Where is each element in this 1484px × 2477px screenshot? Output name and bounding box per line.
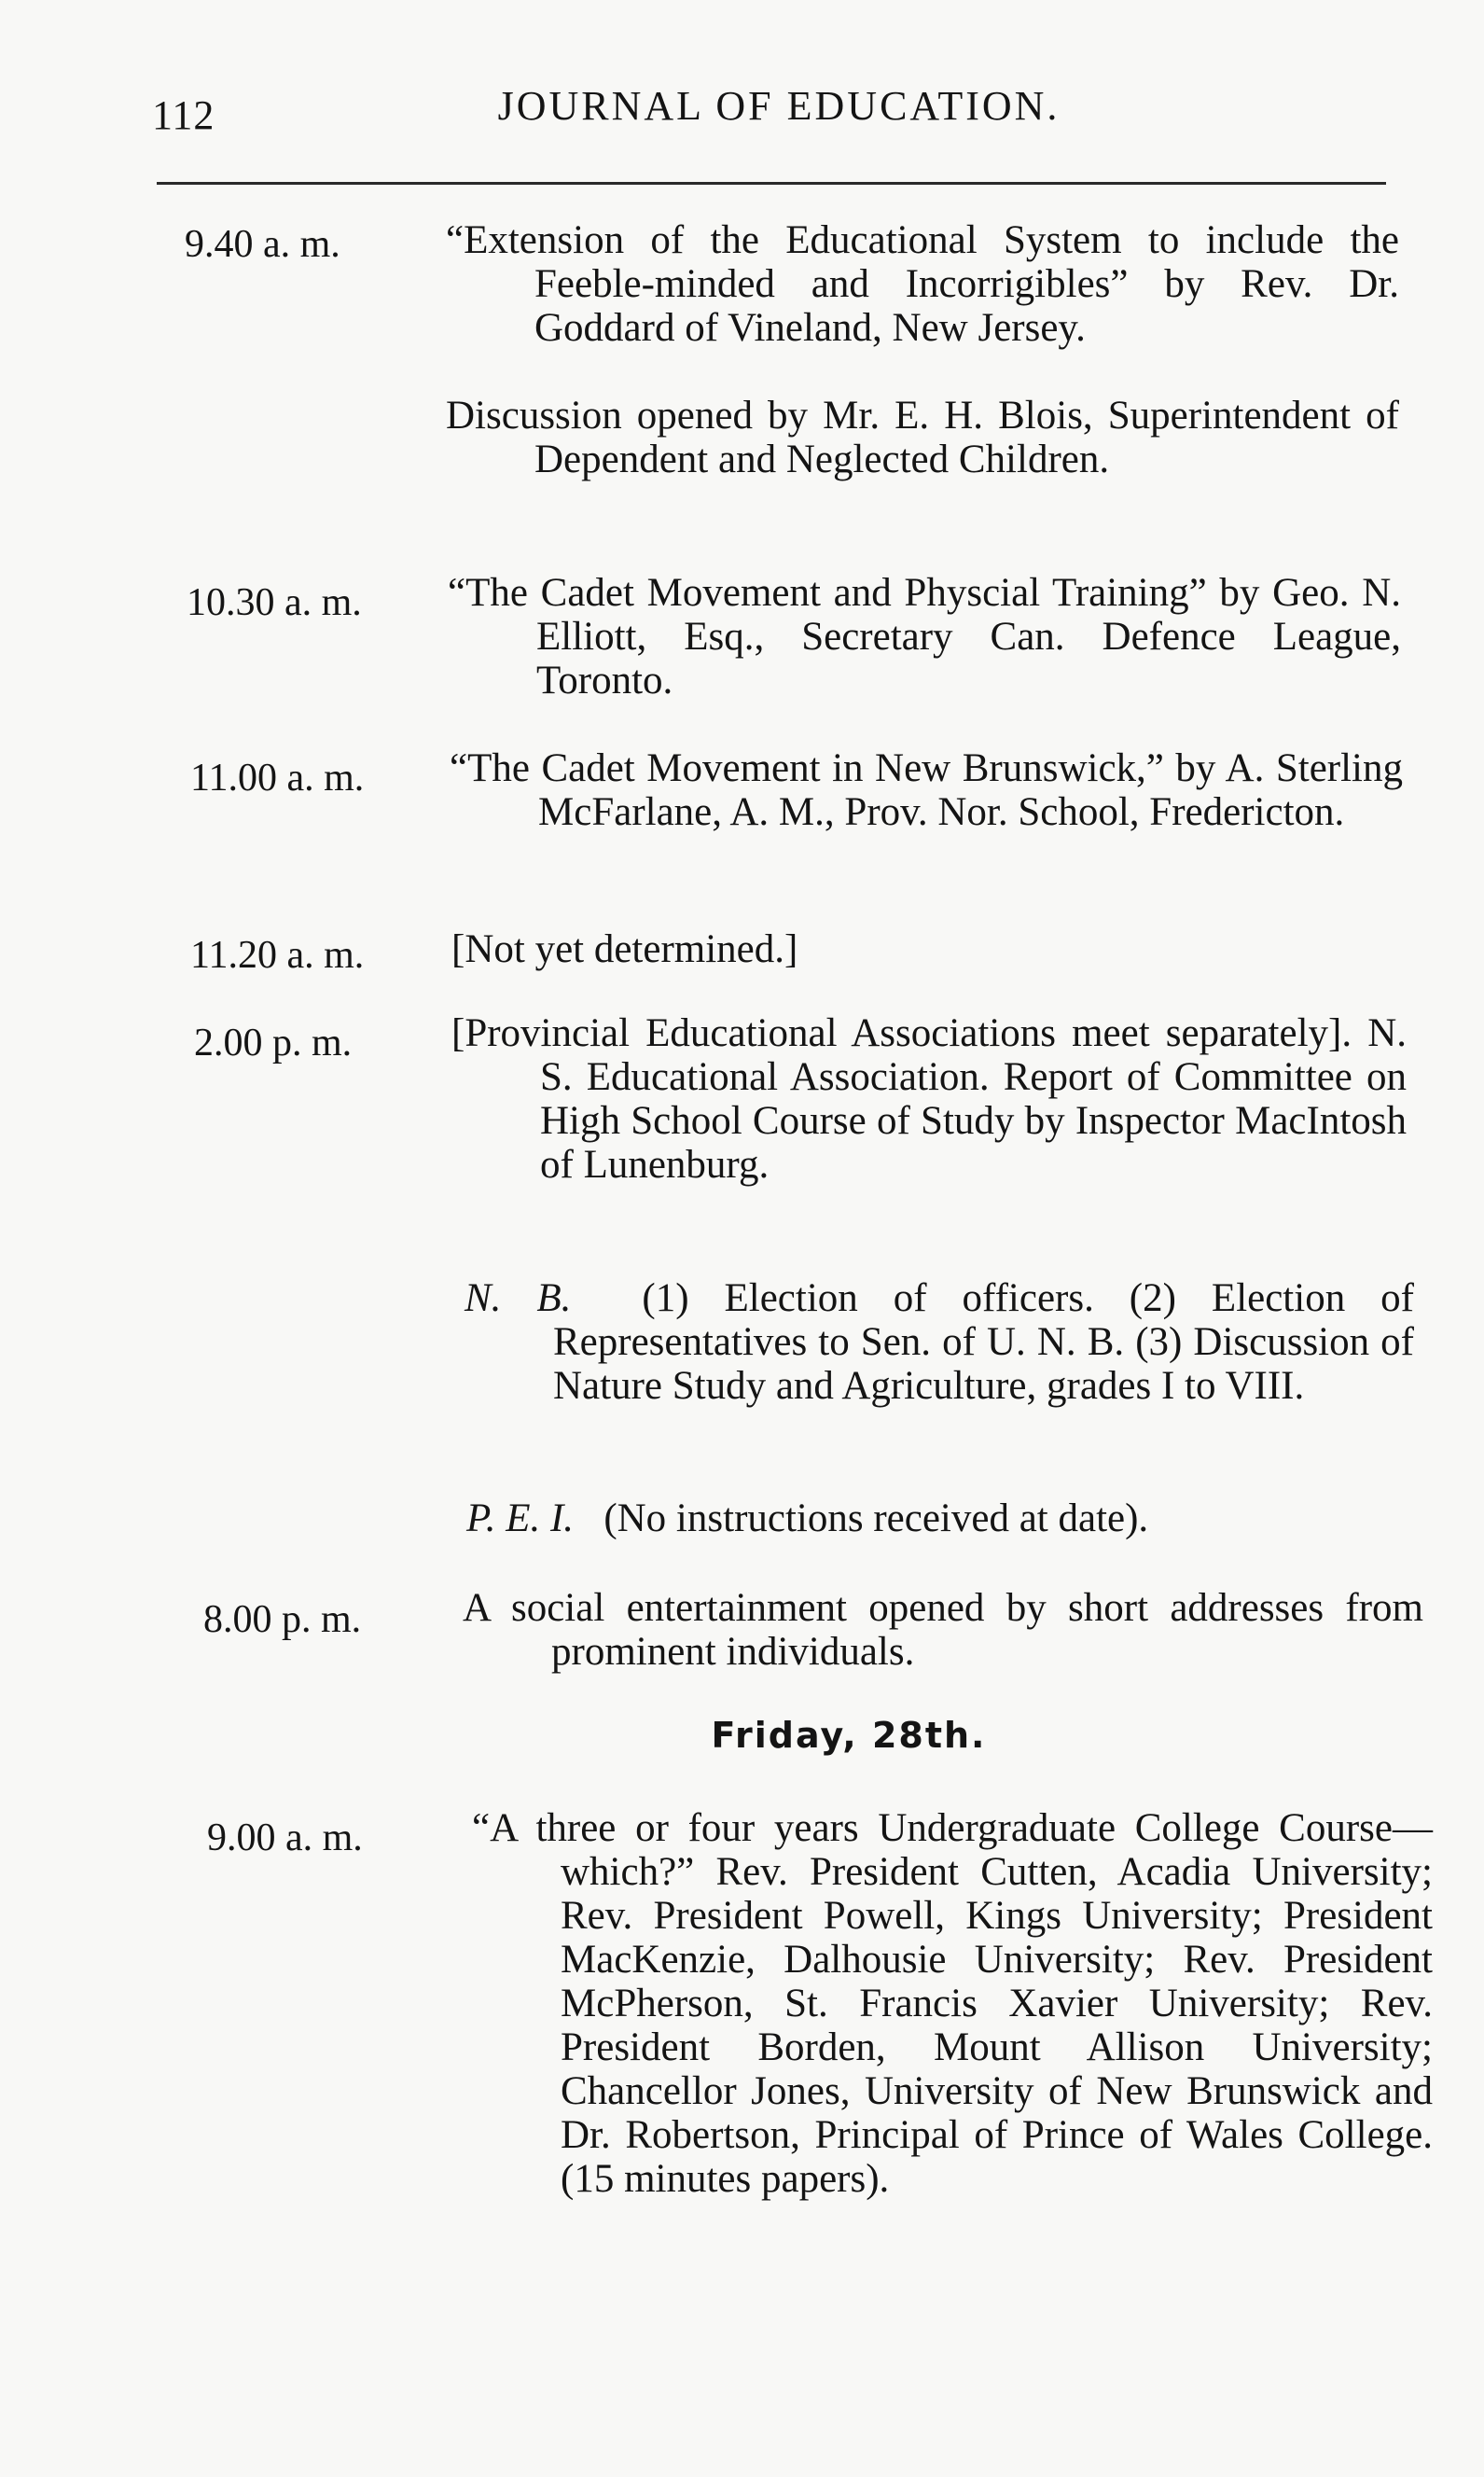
- note-pei: [466, 1496, 1416, 1540]
- header-rule: [157, 182, 1386, 185]
- entry-time: 11.20 a. m.: [190, 934, 365, 977]
- entry-text: [Provincial Educational Associations meet separately]. N. S. Educational Association. Report of Committee on High School Course of Study by Inspector MacIntosh of Lunenburg.: [451, 1011, 1407, 1187]
- note-nb: [465, 1276, 1414, 1408]
- entry-time: 9.00 a. m.: [207, 1816, 363, 1859]
- running-head: JOURNAL OF EDUCATION.: [497, 83, 1061, 129]
- entry-time: 11.00 a. m.: [190, 757, 365, 800]
- entry-text: “Extension of the Educational System to include the Feeble-minded and Incorrigibles” by Rev. Dr. Goddard of Vineland, New Jersey.: [446, 218, 1399, 350]
- note-text: (1) Election of officers. (2) Election of Representatives to Sen. of U. N. B. (3) Discussion of Nature Study and Agriculture, grades I to VIII.: [553, 1276, 1414, 1408]
- page-number: 112: [152, 92, 215, 138]
- entry-text: A social entertainment opened by short addresses from prominent individuals.: [463, 1586, 1423, 1674]
- day-heading: Friday, 28th.: [711, 1715, 987, 1756]
- entry-text: Discussion opened by Mr. E. H. Blois, Superintendent of Dependent and Neglected Children.: [446, 394, 1399, 481]
- entry-text: “The Cadet Movement in New Brunswick,” by A. Sterling McFarlane, A. M., Prov. Nor. School, Fredericton.: [450, 746, 1403, 834]
- note-lead: N. B.: [465, 1276, 572, 1320]
- note-text: (No instructions received at date).: [603, 1496, 1149, 1540]
- entry-text: “The Cadet Movement and Physcial Training” by Geo. N. Elliott, Esq., Secretary Can. Defence League, Toronto.: [448, 571, 1401, 703]
- entry-text: “A three or four years Undergraduate College Course—which?” Rev. President Cutten, Acadia University; Rev. President Powell, Kings University; President MacKenzie, Dalhousie University; Rev. President McPherson, St. Francis Xavier University; Rev. President Borden, Mount Allison University; Chancellor Jones, University of New Brunswick and Dr. Robertson, Principal of Prince of Wales College. (15 minutes papers).: [472, 1806, 1433, 2201]
- entry-time: 8.00 p. m.: [203, 1598, 362, 1641]
- entry-time: 9.40 a. m.: [185, 223, 340, 266]
- entry-time: 10.30 a. m.: [187, 581, 362, 624]
- entry-time: 2.00 p. m.: [194, 1022, 353, 1065]
- note-lead: P. E. I.: [466, 1496, 575, 1540]
- entry-text: [Not yet determined.]: [451, 927, 798, 971]
